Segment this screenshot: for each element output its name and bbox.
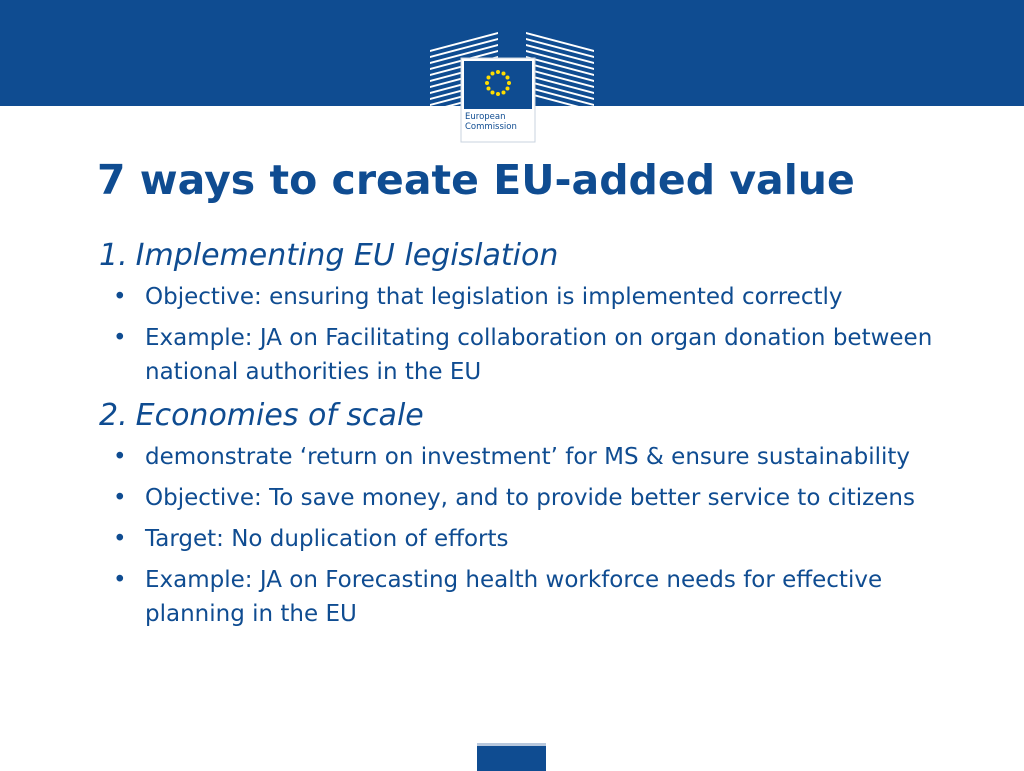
logo-text: European Commission xyxy=(465,112,517,132)
section-heading-text: Economies of scale xyxy=(135,398,424,433)
section-number: 2. xyxy=(99,398,128,433)
bullet-icon: • xyxy=(113,526,127,552)
footer-tab xyxy=(477,743,546,771)
european-commission-logo xyxy=(428,28,596,144)
section-heading xyxy=(99,396,979,436)
list-item-text: Objective: ensuring that legislation is implemented correctly xyxy=(145,284,843,310)
list-item xyxy=(99,280,979,314)
section-heading-text: Implementing EU legislation xyxy=(135,238,559,273)
list-item-text: Example: JA on Forecasting health workforce needs for effective planning in the EU xyxy=(145,567,883,627)
bullet-list xyxy=(99,280,979,389)
section-number: 1. xyxy=(99,238,128,273)
section-2 xyxy=(99,396,979,631)
list-item-text: demonstrate ‘return on investment’ for MS & ensure sustainability xyxy=(145,444,910,470)
list-item-text: Target: No duplication of efforts xyxy=(145,526,509,552)
bullet-list xyxy=(99,440,979,631)
bullet-icon: • xyxy=(113,567,127,593)
list-item xyxy=(99,563,979,631)
section-1 xyxy=(99,236,979,389)
list-item xyxy=(99,321,979,389)
bullet-icon: • xyxy=(113,325,127,351)
bullet-icon: • xyxy=(113,485,127,511)
page-title: 7 ways to create EU-added value xyxy=(97,156,855,204)
bullet-icon: • xyxy=(113,284,127,310)
list-item xyxy=(99,481,979,515)
slide-body xyxy=(99,236,979,638)
section-heading xyxy=(99,236,979,276)
bullet-icon: • xyxy=(113,444,127,470)
list-item-text: Objective: To save money, and to provide better service to citizens xyxy=(145,485,915,511)
list-item xyxy=(99,522,979,556)
list-item-text: Example: JA on Facilitating collaboration on organ donation between national authorities in the EU xyxy=(145,325,933,385)
list-item xyxy=(99,440,979,474)
